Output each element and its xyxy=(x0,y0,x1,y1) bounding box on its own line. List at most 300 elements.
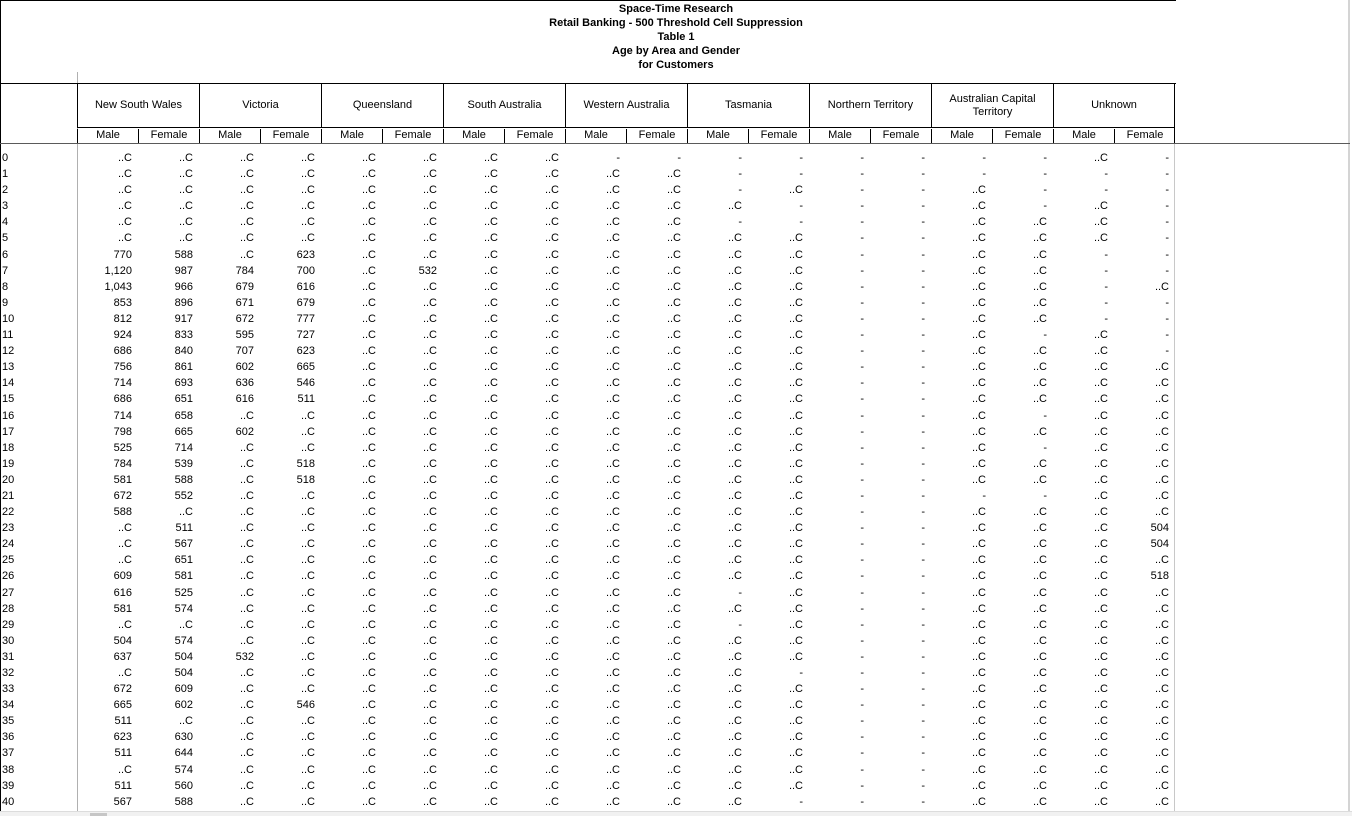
data-cell: ..C xyxy=(666,795,681,808)
data-cell: - xyxy=(860,554,864,567)
data-cell: ..C xyxy=(300,683,315,696)
data-cell: ..C xyxy=(239,779,254,792)
data-cell: ..C xyxy=(666,184,681,197)
data-cell: - xyxy=(860,683,864,696)
data-cell: ..C xyxy=(727,763,742,776)
data-cell: ..C xyxy=(1032,699,1047,712)
data-cell: - xyxy=(921,731,925,744)
data-cell: - xyxy=(860,763,864,776)
data-cell: ..C xyxy=(1032,538,1047,551)
data-cell: ..C xyxy=(666,699,681,712)
data-cell: - xyxy=(1104,280,1108,293)
data-cell: ..C xyxy=(1093,618,1108,631)
data-cell: ..C xyxy=(483,280,498,293)
age-cell: 33 xyxy=(2,683,15,696)
data-cell: ..C xyxy=(1154,409,1169,422)
data-cell: ..C xyxy=(971,554,986,567)
data-cell: - xyxy=(860,473,864,486)
data-cell: ..C xyxy=(666,200,681,213)
data-cell: 581 xyxy=(174,570,193,583)
report-table-number: Table 1 xyxy=(657,31,695,43)
data-cell: ..C xyxy=(605,586,620,599)
data-cell: ..C xyxy=(361,683,376,696)
data-cell: ..C xyxy=(422,763,437,776)
data-cell: ..C xyxy=(1032,650,1047,663)
data-cell: ..C xyxy=(483,586,498,599)
data-cell: - xyxy=(1165,312,1169,325)
data-cell: ..C xyxy=(483,152,498,164)
report-table-title: Age by Area and Gender xyxy=(612,45,740,57)
data-cell: ..C xyxy=(544,152,559,164)
data-cell: ..C xyxy=(422,634,437,647)
column-group-header: Unknown xyxy=(1053,84,1175,128)
data-cell: ..C xyxy=(605,329,620,342)
data-cell: ..C xyxy=(727,683,742,696)
data-cell: ..C xyxy=(971,184,986,197)
column-group-header: Western Australia xyxy=(565,84,687,128)
data-cell: ..C xyxy=(361,699,376,712)
data-cell: ..C xyxy=(605,409,620,422)
data-cell: ..C xyxy=(483,264,498,277)
pane-right-border xyxy=(1348,0,1350,816)
data-cell: ..C xyxy=(605,457,620,470)
data-cell: 518 xyxy=(296,457,315,470)
data-cell: ..C xyxy=(666,457,681,470)
data-cell: - xyxy=(860,795,864,808)
data-cell: ..C xyxy=(544,329,559,342)
data-cell: ..C xyxy=(544,731,559,744)
data-cell: - xyxy=(1104,184,1108,197)
data-cell: ..C xyxy=(483,409,498,422)
data-cell: ..C xyxy=(971,409,986,422)
age-cell: 34 xyxy=(2,699,15,712)
data-cell: 623 xyxy=(296,345,315,358)
data-cell: ..C xyxy=(1093,747,1108,760)
data-cell: 609 xyxy=(113,570,132,583)
data-cell: ..C xyxy=(361,184,376,197)
data-cell: 574 xyxy=(174,763,193,776)
data-cell: ..C xyxy=(117,667,132,679)
data-cell: - xyxy=(738,168,742,181)
data-cell: ..C xyxy=(178,184,193,197)
data-cell: 623 xyxy=(296,248,315,261)
data-cell: ..C xyxy=(239,795,254,808)
data-cell: - xyxy=(921,168,925,181)
gender-subheader: Male xyxy=(565,129,626,143)
data-cell: ..C xyxy=(544,248,559,261)
data-cell: ..C xyxy=(483,329,498,342)
data-cell: - xyxy=(1104,264,1108,277)
data-cell: ..C xyxy=(239,200,254,213)
gender-subheader: Female xyxy=(504,129,565,143)
data-cell: ..C xyxy=(178,232,193,245)
data-cell: ..C xyxy=(788,506,803,519)
data-cell: ..C xyxy=(1093,570,1108,583)
data-cell: ..C xyxy=(361,618,376,631)
data-cell: ..C xyxy=(666,232,681,245)
data-cell: - xyxy=(799,168,803,181)
data-cell: ..C xyxy=(605,538,620,551)
table-row xyxy=(0,633,1175,649)
data-cell: ..C xyxy=(422,489,437,502)
data-cell: ..C xyxy=(544,425,559,438)
gender-subheader: Male xyxy=(443,129,504,143)
data-cell: 546 xyxy=(296,699,315,712)
data-cell: 504 xyxy=(1150,538,1169,551)
data-cell: - xyxy=(1043,489,1047,502)
data-cell: ..C xyxy=(422,570,437,583)
data-cell: - xyxy=(921,634,925,647)
data-cell: ..C xyxy=(361,280,376,293)
data-cell: ..C xyxy=(788,618,803,631)
data-cell: ..C xyxy=(544,473,559,486)
data-cell: 861 xyxy=(174,361,193,374)
data-cell: ..C xyxy=(788,489,803,502)
data-cell: - xyxy=(921,602,925,615)
data-cell: ..C xyxy=(1093,473,1108,486)
data-cell: - xyxy=(860,506,864,519)
data-cell: ..C xyxy=(117,232,132,245)
data-cell: ..C xyxy=(666,345,681,358)
data-cell: ..C xyxy=(788,377,803,390)
gender-subheader: Male xyxy=(1053,129,1114,143)
data-cell: ..C xyxy=(1154,602,1169,615)
data-cell: ..C xyxy=(971,280,986,293)
data-cell: - xyxy=(860,715,864,728)
data-cell: ..C xyxy=(788,473,803,486)
data-cell: 511 xyxy=(297,393,315,406)
data-cell: ..C xyxy=(971,779,986,792)
data-cell: ..C xyxy=(1032,667,1047,679)
data-cell: ..C xyxy=(117,200,132,213)
data-cell: ..C xyxy=(300,634,315,647)
data-cell: ..C xyxy=(239,731,254,744)
data-cell: ..C xyxy=(727,312,742,325)
data-cell: 651 xyxy=(174,393,193,406)
data-cell: ..C xyxy=(1093,586,1108,599)
report-org-title: Space-Time Research xyxy=(618,3,734,15)
age-cell: 20 xyxy=(2,473,15,486)
table-row xyxy=(0,166,1175,182)
gender-subheader: Female xyxy=(626,129,687,143)
data-cell: ..C xyxy=(544,489,559,502)
data-cell: ..C xyxy=(544,296,559,309)
data-cell: - xyxy=(860,264,864,277)
table-row xyxy=(0,649,1175,665)
data-cell: ..C xyxy=(666,570,681,583)
data-cell: ..C xyxy=(483,312,498,325)
data-cell: ..C xyxy=(971,650,986,663)
data-cell: - xyxy=(860,779,864,792)
table-row xyxy=(0,230,1175,246)
data-cell: ..C xyxy=(544,522,559,535)
data-cell: ..C xyxy=(1154,618,1169,631)
data-cell: ..C xyxy=(605,232,620,245)
data-cell: ..C xyxy=(300,779,315,792)
data-cell: ..C xyxy=(1032,216,1047,229)
data-cell: ..C xyxy=(422,650,437,663)
data-cell: ..C xyxy=(544,570,559,583)
data-cell: ..C xyxy=(605,216,620,229)
data-cell: ..C xyxy=(971,683,986,696)
data-cell: - xyxy=(860,441,864,454)
data-cell: ..C xyxy=(971,715,986,728)
table-row xyxy=(0,552,1175,568)
data-cell: ..C xyxy=(422,779,437,792)
data-cell: ..C xyxy=(971,377,986,390)
data-cell: 602 xyxy=(235,361,254,374)
data-cell: ..C xyxy=(544,699,559,712)
data-cell: ..C xyxy=(971,763,986,776)
data-cell: 812 xyxy=(113,312,132,325)
data-cell: ..C xyxy=(361,248,376,261)
table-row xyxy=(0,472,1175,488)
data-cell: ..C xyxy=(727,473,742,486)
data-cell: - xyxy=(799,795,803,808)
age-cell: 23 xyxy=(2,522,15,535)
data-cell: ..C xyxy=(117,763,132,776)
data-cell: - xyxy=(860,634,864,647)
data-cell: ..C xyxy=(605,554,620,567)
data-cell: ..C xyxy=(544,377,559,390)
data-cell: ..C xyxy=(361,232,376,245)
data-cell: 966 xyxy=(174,280,193,293)
data-cell: ..C xyxy=(422,586,437,599)
data-cell: ..C xyxy=(422,409,437,422)
data-cell: ..C xyxy=(483,763,498,776)
data-cell: 609 xyxy=(174,683,193,696)
data-cell: ..C xyxy=(788,280,803,293)
data-cell: ..C xyxy=(788,634,803,647)
data-cell: ..C xyxy=(971,538,986,551)
data-cell: ..C xyxy=(605,264,620,277)
data-cell: ..C xyxy=(1032,747,1047,760)
data-cell: ..C xyxy=(1154,586,1169,599)
data-cell: ..C xyxy=(788,602,803,615)
data-cell: ..C xyxy=(239,602,254,615)
data-cell: - xyxy=(860,152,864,164)
data-cell: ..C xyxy=(300,650,315,663)
age-cell: 32 xyxy=(2,667,15,679)
data-cell: 532 xyxy=(235,650,254,663)
data-cell: ..C xyxy=(361,152,376,164)
data-cell: - xyxy=(921,216,925,229)
data-cell: - xyxy=(860,377,864,390)
horizontal-scrollbar[interactable] xyxy=(0,811,1352,816)
data-cell: ..C xyxy=(1032,248,1047,261)
data-cell: ..C xyxy=(483,425,498,438)
data-cell: ..C xyxy=(300,538,315,551)
data-cell: ..C xyxy=(422,683,437,696)
data-cell: ..C xyxy=(300,715,315,728)
data-cell: ..C xyxy=(544,457,559,470)
data-cell: ..C xyxy=(727,489,742,502)
data-cell: 714 xyxy=(113,409,132,422)
data-cell: ..C xyxy=(1093,329,1108,342)
data-cell: ..C xyxy=(300,731,315,744)
data-cell: ..C xyxy=(422,667,437,679)
data-cell: ..C xyxy=(239,232,254,245)
age-cell: 9 xyxy=(2,296,9,309)
data-cell: ..C xyxy=(361,200,376,213)
data-cell: - xyxy=(1165,216,1169,229)
gender-subheader: Female xyxy=(1114,129,1175,143)
data-cell: ..C xyxy=(483,393,498,406)
data-cell: ..C xyxy=(605,634,620,647)
data-cell: ..C xyxy=(544,683,559,696)
data-cell: ..C xyxy=(1032,473,1047,486)
data-cell: ..C xyxy=(666,489,681,502)
data-cell: ..C xyxy=(239,152,254,164)
data-cell: ..C xyxy=(239,489,254,502)
data-cell: ..C xyxy=(666,554,681,567)
data-cell: ..C xyxy=(971,345,986,358)
data-cell: ..C xyxy=(178,152,193,164)
table-row xyxy=(0,311,1175,327)
data-cell: ..C xyxy=(788,570,803,583)
data-cell: - xyxy=(860,586,864,599)
data-cell: ..C xyxy=(422,393,437,406)
data-cell: ..C xyxy=(117,168,132,181)
data-cell: 637 xyxy=(113,650,132,663)
data-cell: ..C xyxy=(483,618,498,631)
data-cell: ..C xyxy=(1154,715,1169,728)
data-cell: - xyxy=(860,329,864,342)
data-cell: - xyxy=(860,699,864,712)
data-cell: 707 xyxy=(235,345,254,358)
data-cell: 896 xyxy=(174,296,193,309)
data-cell: ..C xyxy=(544,795,559,808)
data-cell: ..C xyxy=(300,425,315,438)
data-cell: ..C xyxy=(605,763,620,776)
data-cell: ..C xyxy=(1093,441,1108,454)
data-cell: ..C xyxy=(605,200,620,213)
data-cell: ..C xyxy=(1032,570,1047,583)
data-cell: ..C xyxy=(544,506,559,519)
data-cell: ..C xyxy=(971,473,986,486)
data-cell: ..C xyxy=(239,441,254,454)
data-cell: ..C xyxy=(971,232,986,245)
data-cell: ..C xyxy=(544,168,559,181)
data-cell: ..C xyxy=(1093,200,1108,213)
data-cell: ..C xyxy=(361,361,376,374)
data-cell: 539 xyxy=(174,457,193,470)
data-cell: ..C xyxy=(727,409,742,422)
data-cell: ..C xyxy=(727,554,742,567)
gender-subheader: Female xyxy=(138,129,199,143)
data-cell: ..C xyxy=(605,618,620,631)
data-cell: ..C xyxy=(1093,216,1108,229)
data-cell: - xyxy=(860,602,864,615)
data-cell: - xyxy=(921,296,925,309)
data-cell: 581 xyxy=(113,602,132,615)
data-cell: ..C xyxy=(605,361,620,374)
data-cell: ..C xyxy=(1032,634,1047,647)
data-cell: - xyxy=(860,216,864,229)
table-row xyxy=(0,279,1175,295)
data-cell: ..C xyxy=(544,361,559,374)
gender-subheader-row xyxy=(77,129,1175,143)
data-cell: ..C xyxy=(117,538,132,551)
data-cell: - xyxy=(921,393,925,406)
data-cell: ..C xyxy=(422,377,437,390)
data-cell: 602 xyxy=(174,699,193,712)
data-cell: ..C xyxy=(971,570,986,583)
data-cell: ..C xyxy=(239,618,254,631)
data-cell: ..C xyxy=(727,538,742,551)
data-cell: ..C xyxy=(788,248,803,261)
data-cell: - xyxy=(860,618,864,631)
data-cell: ..C xyxy=(666,425,681,438)
data-cell: ..C xyxy=(1154,667,1169,679)
data-cell: ..C xyxy=(605,699,620,712)
data-cell: - xyxy=(921,570,925,583)
data-cell: 588 xyxy=(174,248,193,261)
data-cell: ..C xyxy=(1032,554,1047,567)
data-cell: ..C xyxy=(300,184,315,197)
data-cell: ..C xyxy=(239,699,254,712)
data-cell: ..C xyxy=(727,747,742,760)
data-cell: ..C xyxy=(483,216,498,229)
data-cell: 636 xyxy=(235,377,254,390)
data-cell: - xyxy=(921,795,925,808)
data-cell: ..C xyxy=(1154,634,1169,647)
data-cell: ..C xyxy=(1154,280,1169,293)
data-cell: ..C xyxy=(1154,506,1169,519)
data-cell: ..C xyxy=(361,538,376,551)
data-cell: ..C xyxy=(483,699,498,712)
data-cell: ..C xyxy=(727,441,742,454)
data-cell: ..C xyxy=(544,618,559,631)
data-cell: ..C xyxy=(483,248,498,261)
data-cell: ..C xyxy=(361,570,376,583)
data-cell: ..C xyxy=(666,538,681,551)
data-cell: ..C xyxy=(361,216,376,229)
data-cell: ..C xyxy=(605,168,620,181)
gender-subheader: Male xyxy=(77,129,138,143)
data-cell: 1,120 xyxy=(104,264,132,277)
data-cell: ..C xyxy=(1093,506,1108,519)
data-cell: 658 xyxy=(174,409,193,422)
data-cell: - xyxy=(982,168,986,181)
data-cell: 504 xyxy=(174,650,193,663)
gender-subheader: Male xyxy=(809,129,870,143)
data-cell: ..C xyxy=(300,200,315,213)
data-cell: 588 xyxy=(174,795,193,808)
data-cell: ..C xyxy=(544,586,559,599)
age-cell: 6 xyxy=(2,248,9,261)
data-cell: ..C xyxy=(422,473,437,486)
data-cell: ..C xyxy=(666,731,681,744)
data-cell: - xyxy=(799,667,803,679)
data-cell: ..C xyxy=(300,586,315,599)
data-cell: ..C xyxy=(788,393,803,406)
data-cell: ..C xyxy=(666,409,681,422)
data-cell: - xyxy=(921,618,925,631)
data-cell: ..C xyxy=(971,457,986,470)
data-cell: ..C xyxy=(422,457,437,470)
age-cell: 21 xyxy=(2,489,15,502)
data-cell: 987 xyxy=(174,264,193,277)
data-cell: - xyxy=(860,409,864,422)
data-cell: 518 xyxy=(296,473,315,486)
age-cell: 36 xyxy=(2,731,15,744)
data-cell: ..C xyxy=(483,232,498,245)
data-cell: ..C xyxy=(727,377,742,390)
data-cell: ..C xyxy=(1093,361,1108,374)
data-cell: ..C xyxy=(422,345,437,358)
data-cell: ..C xyxy=(971,522,986,535)
